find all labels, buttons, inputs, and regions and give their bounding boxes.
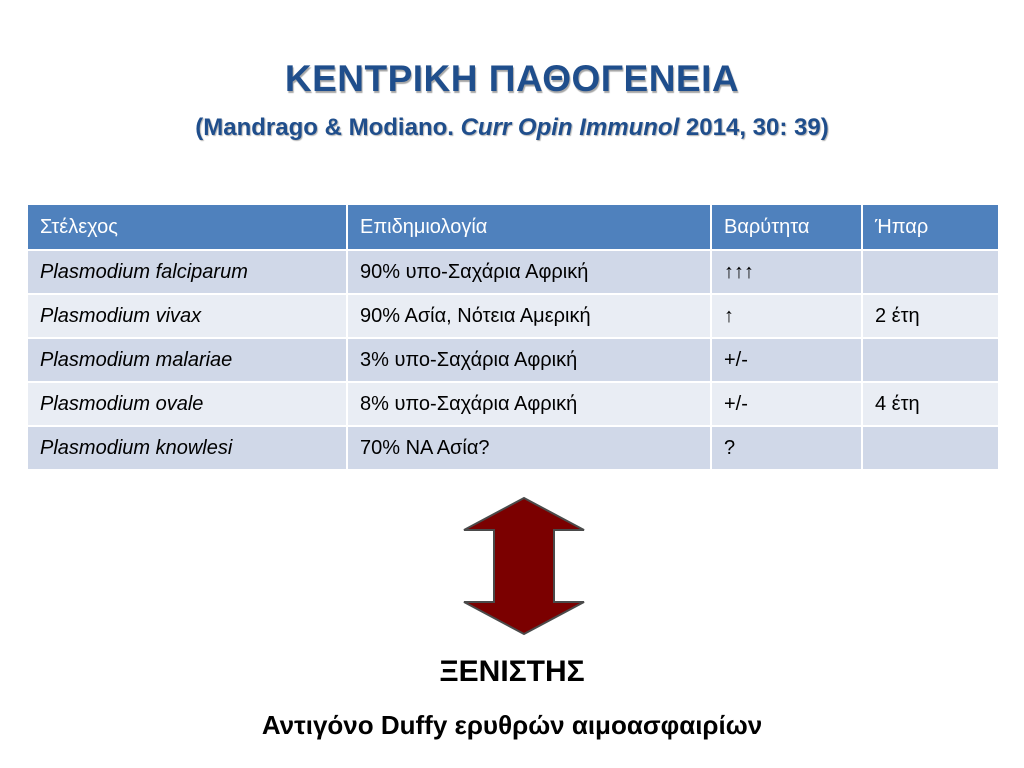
double-arrow-vertical-icon	[462, 496, 586, 636]
table-row	[27, 338, 999, 382]
cell-epidemiology: 90% υπο-Σαχάρια Αφρική	[347, 250, 711, 294]
cell-severity: ?	[711, 426, 862, 470]
cell-severity: +/-	[711, 338, 862, 382]
cell-epidemiology: 70% ΝΑ Ασία?	[347, 426, 711, 470]
header-severity: Βαρύτητα	[711, 204, 862, 250]
cell-liver	[862, 338, 999, 382]
cell-species: Plasmodium knowlesi	[27, 426, 347, 470]
subtitle-start: (Mandrago & Modiano.	[195, 114, 461, 141]
table-header-row	[27, 204, 999, 250]
subtitle-journal: Curr Opin Immunol	[460, 114, 680, 141]
cell-liver	[862, 250, 999, 294]
cell-species: Plasmodium ovale	[27, 382, 347, 426]
cell-species: Plasmodium vivax	[27, 294, 347, 338]
duffy-antigen-label: Αντιγόνο Duffy ερυθρών αιμοασφαιρίων	[261, 710, 763, 740]
header-epidemiology: Επιδημιολογία	[347, 204, 711, 250]
table-row	[27, 294, 999, 338]
slide-subtitle	[0, 114, 1024, 142]
table-row	[27, 250, 999, 294]
slide-title: ΚΕΝΤΡΙΚΗ ΠΑΘΟΓΕΝΕΙΑ	[284, 58, 740, 99]
cell-epidemiology: 90% Ασία, Νότεια Αμερική	[347, 294, 711, 338]
header-strain: Στέλεχος	[27, 204, 347, 250]
table-row	[27, 426, 999, 470]
cell-species: Plasmodium falciparum	[27, 250, 347, 294]
subtitle-end: 2014, 30: 39)	[679, 114, 829, 141]
cell-severity: ↑	[711, 294, 862, 338]
cell-liver: 2 έτη	[862, 294, 999, 338]
cell-severity: ↑↑↑	[711, 250, 862, 294]
cell-epidemiology: 8% υπο-Σαχάρια Αφρική	[347, 382, 711, 426]
header-liver: Ήπαρ	[862, 204, 999, 250]
cell-epidemiology: 3% υπο-Σαχάρια Αφρική	[347, 338, 711, 382]
table-row	[27, 382, 999, 426]
cell-species: Plasmodium malariae	[27, 338, 347, 382]
plasmodium-table	[26, 203, 1000, 471]
host-label: ΞΕΝΙΣΤΗΣ	[439, 655, 585, 688]
cell-liver: 4 έτη	[862, 382, 999, 426]
cell-severity: +/-	[711, 382, 862, 426]
cell-liver	[862, 426, 999, 470]
